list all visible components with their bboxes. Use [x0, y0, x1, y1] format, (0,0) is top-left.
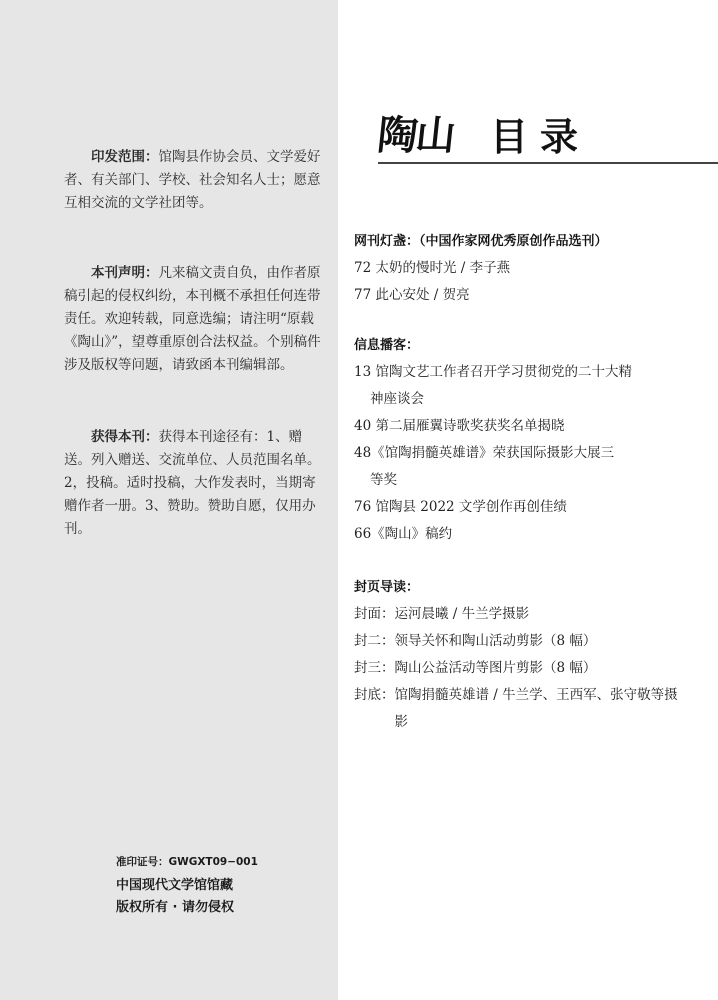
distribution-scope-block	[64, 146, 326, 215]
section-heading: 网刊灯盏：（中国作家网优秀原创作品选刊）	[354, 234, 608, 249]
cover-item-label: 封面：	[354, 606, 395, 622]
obtain-journal-block	[64, 426, 326, 541]
cover-item-value: 馆陶捐髓英雄谱 / 牛兰学、王西军、张守敬等摄影	[394, 687, 678, 730]
cover-item-value: 领导关怀和陶山活动剪影（8 幅）	[394, 633, 597, 649]
toc-item[interactable]	[354, 359, 684, 413]
toc-item-continuation: 等奖	[370, 472, 397, 488]
cover-item-value: 运河晨曦 / 牛兰学摄影	[394, 606, 530, 622]
toc-item[interactable]: 76 馆陶县 2022 文学创作再创佳绩	[354, 499, 567, 515]
left-panel	[0, 0, 338, 1000]
toc-item-continuation: 神座谈会	[370, 391, 424, 407]
print-permit-number: 准印证号：GWGXT09−001	[116, 856, 258, 868]
cover-item-label: 封二：	[354, 633, 395, 649]
section-heading: 封页导读：	[354, 580, 420, 595]
distribution-scope-lead: 印发范围：	[91, 149, 159, 165]
cover-item-value: 陶山公益活动等图片剪影（8 幅）	[394, 660, 597, 676]
journal-statement-lead: 本刊声明：	[91, 265, 159, 281]
toc-item-text: 13 馆陶文艺工作者召开学习贯彻党的二十大精	[354, 364, 632, 380]
section-cover-guide	[354, 576, 684, 736]
obtain-journal-text: 获得本刊途径有：1、赠送。列入赠送、交流单位、人员范围名单。2，投稿。适时投稿，大作发表时，当期寄赠作者一册。3、赞助。赞助自愿，仅用办刊。	[64, 429, 321, 537]
distribution-scope-text: 馆陶县作协会员、文学爱好者、有关部门、学校、社会知名人士；愿意互相交流的文学社团等。	[64, 149, 321, 211]
cover-item-inside-back[interactable]	[354, 655, 684, 682]
journal-statement-block	[64, 262, 326, 377]
toc-item[interactable]: 72 太奶的慢时光 / 李子燕	[354, 260, 511, 276]
footer-block	[116, 854, 258, 919]
cover-item-front[interactable]	[354, 601, 684, 628]
cover-item-label: 封底：	[354, 687, 395, 703]
cover-item-inside-front[interactable]	[354, 628, 684, 655]
toc-item-text: 48《馆陶捐髓英雄谱》荣获国际摄影大展三	[354, 445, 615, 461]
toc-heading: 目录	[490, 115, 591, 159]
copyright-note: 版权所有 · 请勿侵权	[116, 900, 234, 915]
cover-item-label: 封三：	[354, 660, 395, 676]
title-divider	[378, 162, 718, 164]
library-collection-note: 中国现代文学馆馆藏	[116, 878, 234, 893]
section-online-lamp	[354, 230, 684, 309]
toc-item[interactable]: 77 此心安处 / 贺亮	[354, 287, 470, 303]
journal-statement-text: 凡来稿文责自负，由作者原稿引起的侵权纠纷，本刊概不承担任何连带责任。欢迎转载，同意选编；请注明“原载《陶山》”，望尊重原创合法权益。个别稿件涉及版权等问题，请致函本刊编辑部。	[64, 265, 321, 373]
toc-item[interactable]	[354, 440, 684, 494]
section-heading: 信息播客：	[354, 338, 420, 353]
obtain-journal-lead: 获得本刊：	[91, 429, 159, 445]
toc-item[interactable]: 40 第二届雁翼诗歌奖获奖名单揭晓	[354, 418, 565, 434]
journal-logo: 陶山	[375, 112, 457, 159]
section-info-broadcast	[354, 334, 684, 548]
toc-title	[375, 104, 718, 164]
toc-item[interactable]: 66《陶山》稿约	[354, 526, 453, 542]
cover-item-back[interactable]	[354, 682, 684, 736]
